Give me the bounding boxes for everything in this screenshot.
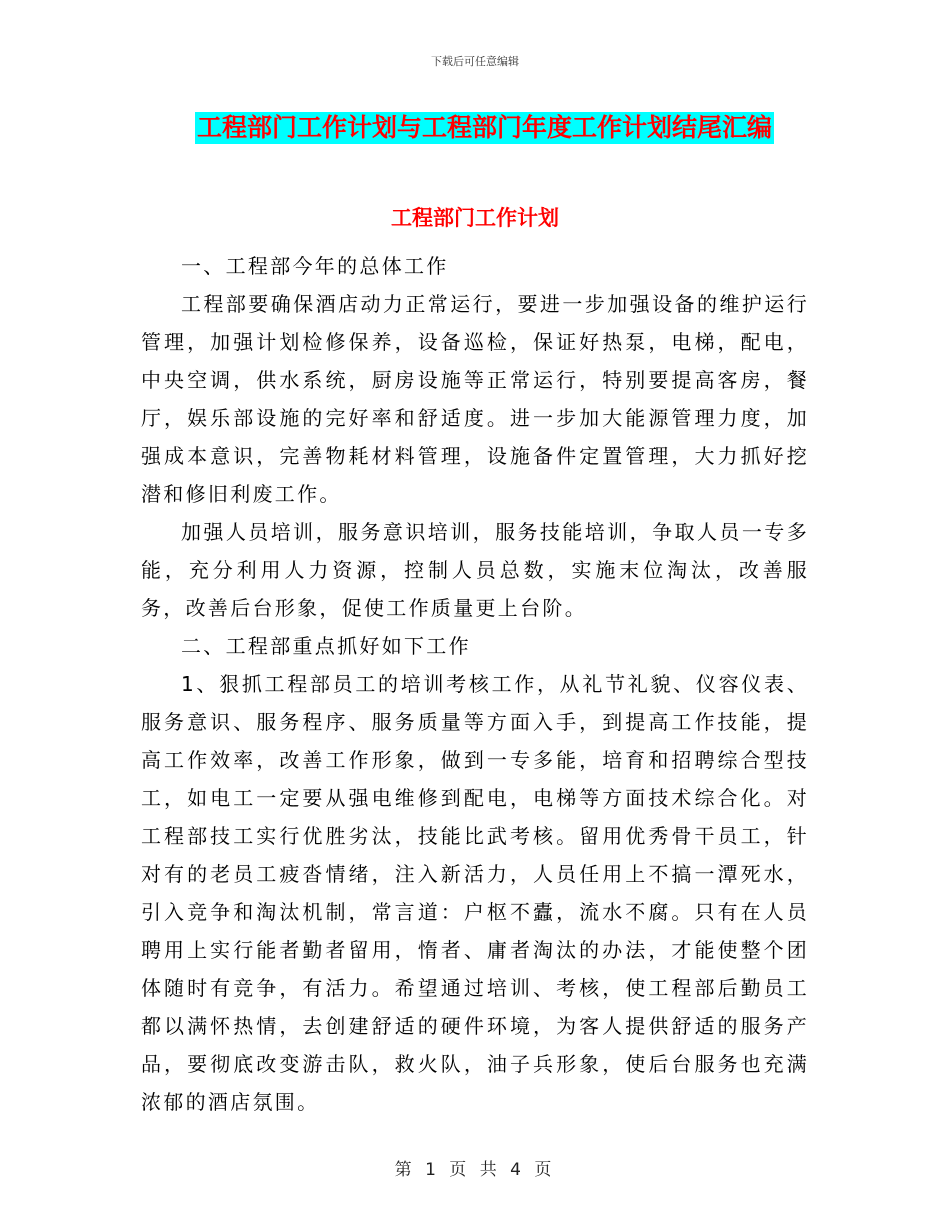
header-note: 下载后可任意编辑 <box>431 55 519 68</box>
document-body <box>141 247 809 1121</box>
paragraph-staff-training: 加强人员培训，服务意识培训，服务技能培训，争取人员一专多能，充分利用人力资源，控制人员总数，实施末位淘汰，改善服务，改善后台形象，促使工作质量更上台阶。 <box>141 520 809 620</box>
heading-overall-work: 一、工程部今年的总体工作 <box>181 254 449 278</box>
main-title: 工程部门工作计划与工程部门年度工作计划结尾汇编 <box>197 113 773 142</box>
heading-key-work: 二、工程部重点抓好如下工作 <box>181 634 471 658</box>
paragraph-overall-work: 工程部要确保酒店动力正常运行，要进一步加强设备的维护运行管理，加强计划检修保养，设备巡检，保证好热泵，电梯，配电，中央空调，供水系统，厨房设施等正常运行，特别要提高客房，餐厅，娱乐部设施的完好率和舒适度。进一步加大能源管理力度，加强成本意识，完善物耗材料管理，设施备件定置管理，大力抓好挖潜和修旧利废工作。 <box>141 292 809 506</box>
page-number: 第 1 页 共 4 页 <box>394 1160 556 1180</box>
paragraph-key-work-1: 1、狠抓工程部员工的培训考核工作，从礼节礼貌、仪容仪表、服务意识、服务程序、服务质量等方面入手，到提高工作技能，提高工作效率，改善工作形象，做到一专多能，培育和招聘综合型技工，如电工一定要从强电维修到配电，电梯等方面技术综合化。对工程部技工实行优胜劣汰，技能比武考核。留用优秀骨干员工，针对有的老员工疲沓情绪，注入新活力，人员任用上不搞一潭死水，引入竞争和淘汰机制，常言道：户枢不蠹，流水不腐。只有在人员聘用上实行能者勤者留用，惰者、庸者淘汰的办法，才能使整个团体随时有竞争，有活力。希望通过培训、考核，使工程部后勤员工都以满怀热情，去创建舒适的硬件环境，为客人提供舒适的服务产品，要彻底改变游击队，救火队，油子兵形象，使后台服务也充满浓郁的酒店氛围。 <box>141 672 809 1114</box>
section-title: 工程部门工作计划 <box>391 206 559 230</box>
